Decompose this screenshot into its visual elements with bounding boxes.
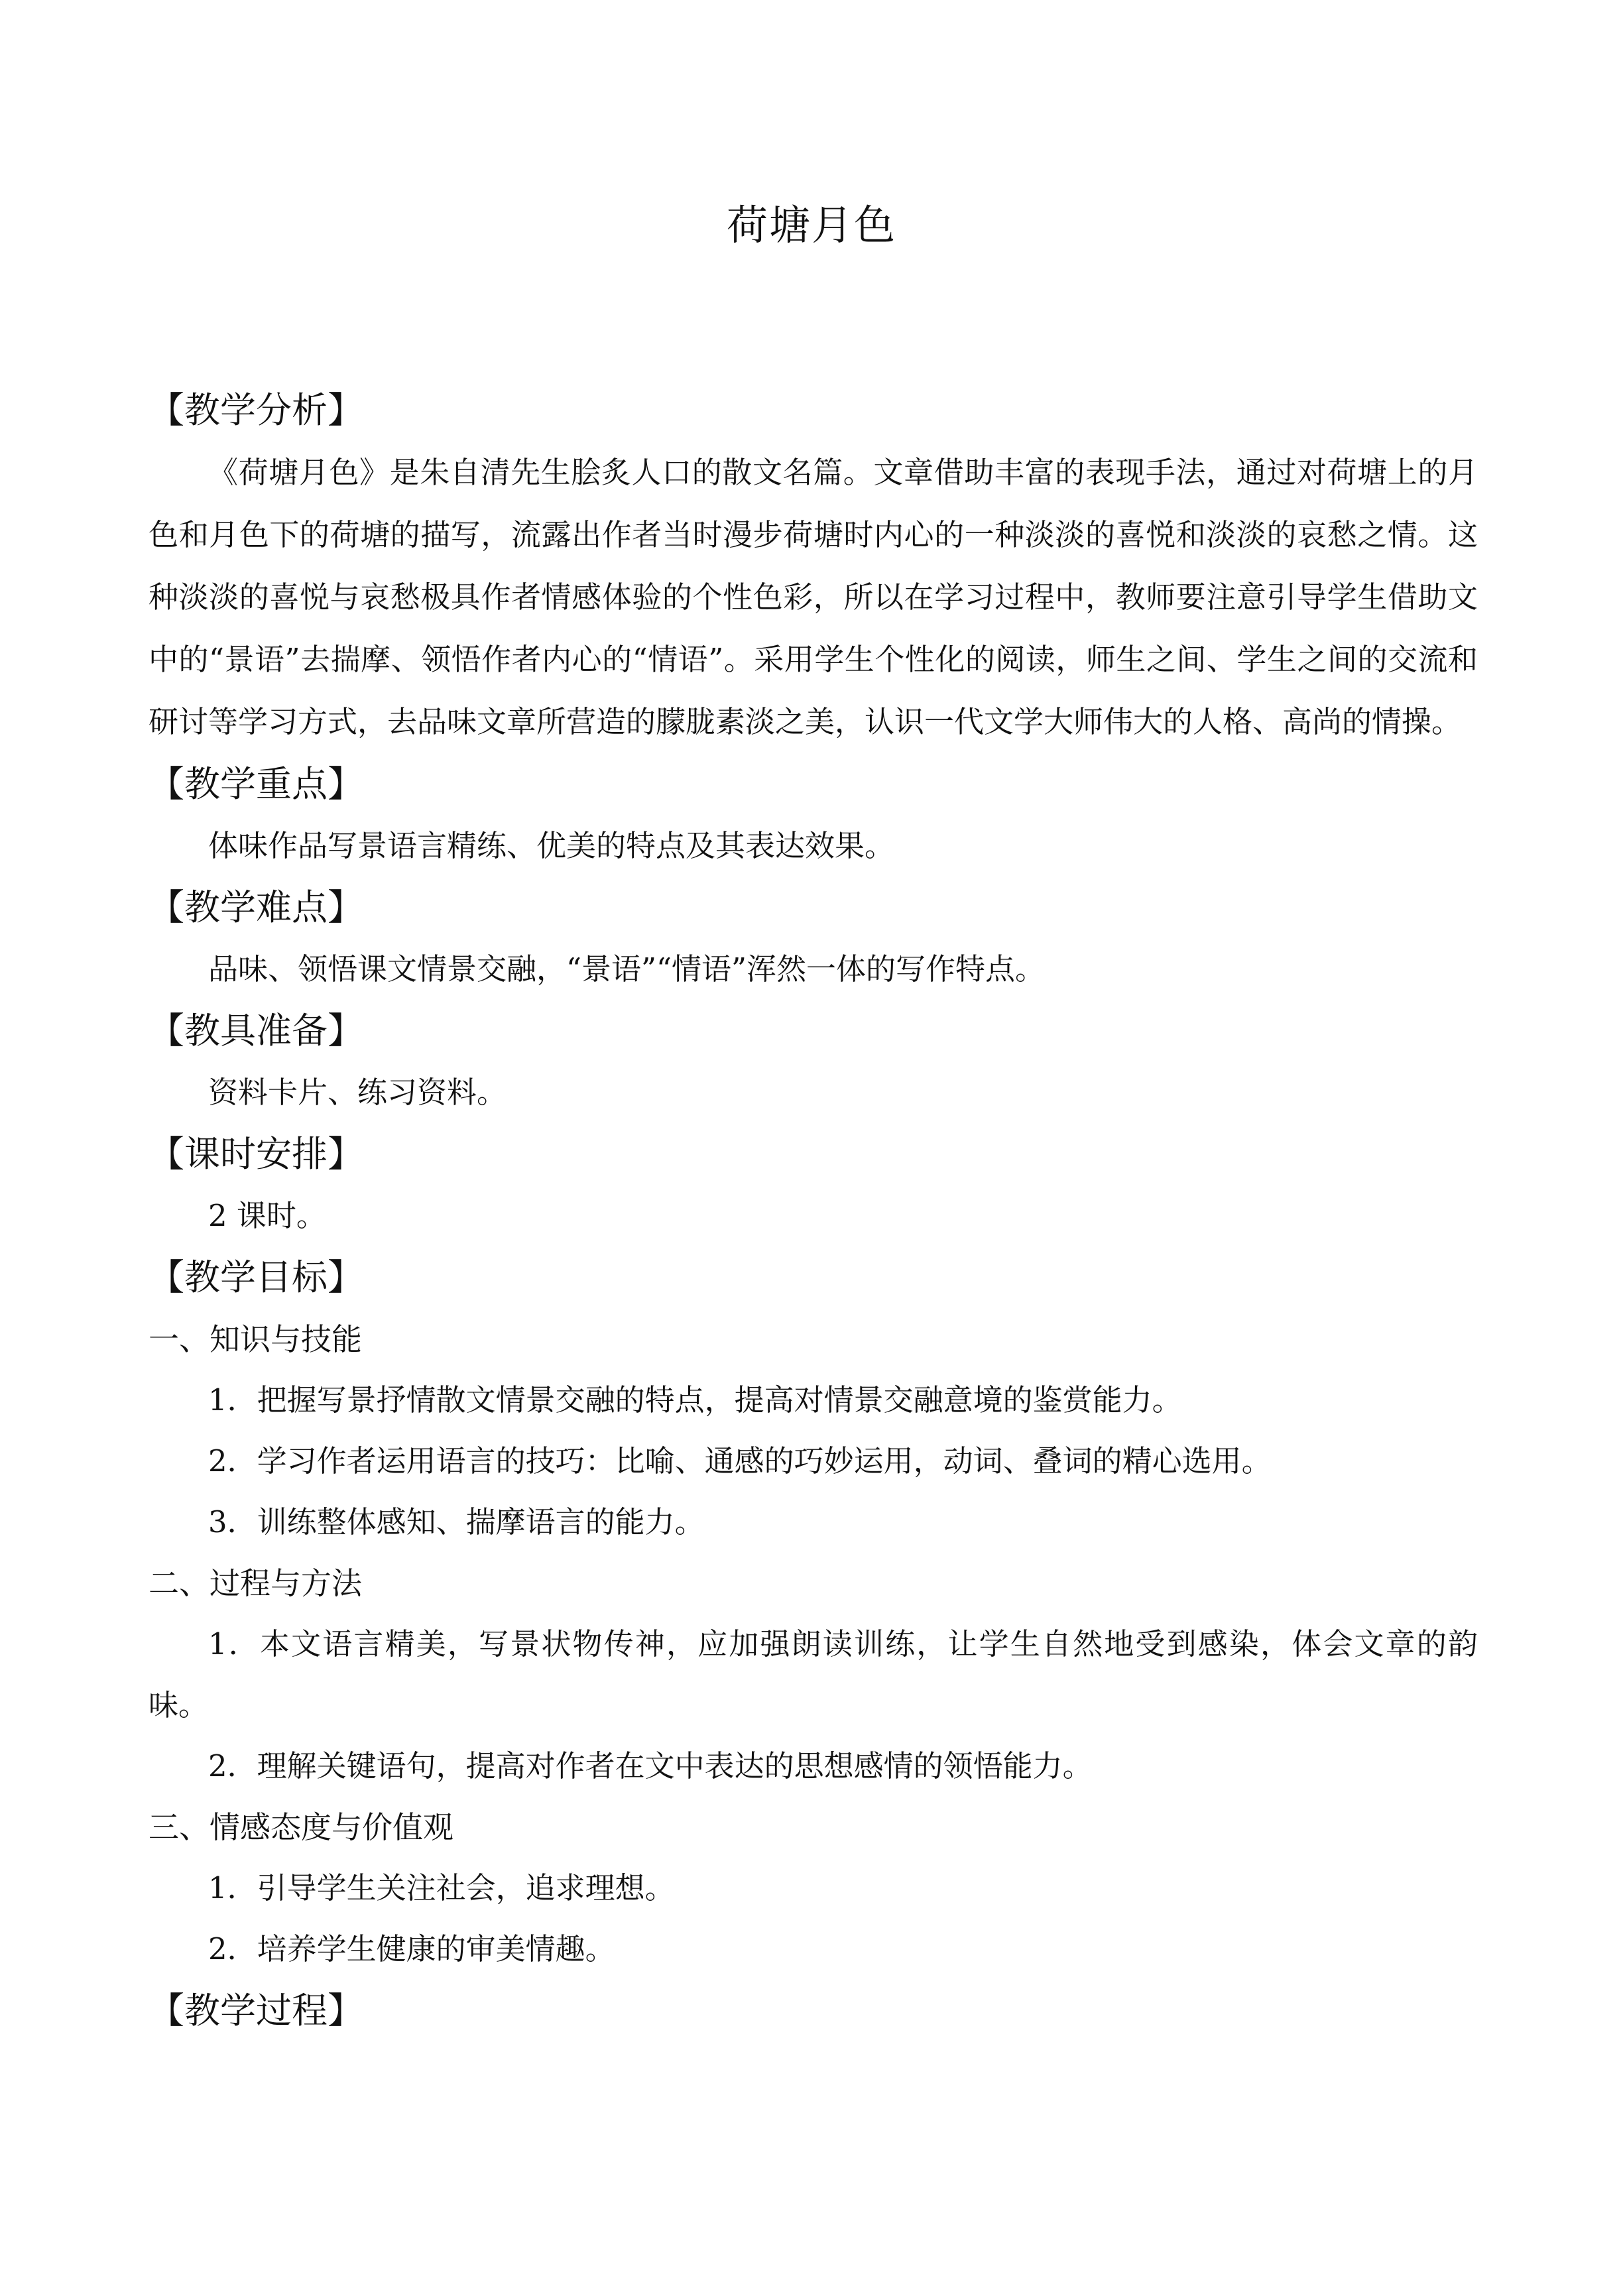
document-title: 荷塘月色 <box>726 201 896 249</box>
difficulties-text: 品味、领悟课文情景交融，“景语”“情语”浑然一体的写作特点。 <box>208 951 1046 987</box>
objective-item: 1．本文语言精美，写景状物传神，应加强朗读训练，让学生自然地受到感染，体会文章的韵味。 <box>149 1626 1478 1722</box>
objective-item: 2．理解关键语句，提高对作者在文中表达的思想感情的领悟能力。 <box>208 1748 1093 1783</box>
objective-item: 1．把握写景抒情散文情景交融的特点，提高对情景交融意境的鉴赏能力。 <box>208 1382 1182 1418</box>
objective-item: 3．训练整体感知、揣摩语言的能力。 <box>208 1504 705 1540</box>
schedule-text: 2 课时。 <box>208 1198 326 1233</box>
section-heading-difficulties: 【教学难点】 <box>149 886 363 928</box>
section-heading-key-points: 【教学重点】 <box>149 763 363 805</box>
tools-text: 资料卡片、练习资料。 <box>208 1075 507 1110</box>
analysis-paragraph: 《荷塘月色》是朱自清先生脍炙人口的散文名篇。文章借助丰富的表现手法，通过对荷塘上的月色和月色下的荷塘的描写，流露出作者当时漫步荷塘时内心的一种淡淡的喜悦和淡淡的哀愁之情。这种淡淡的喜悦与哀愁极具作者情感体验的个性色彩，所以在学习过程中，教师要注意引导学生借助文中的“景语”去揣摩、领悟作者内心的“情语”。采用学生个性化的阅读，师生之间、学生之间的交流和研讨等学习方式，去品味文章所营造的朦胧素淡之美，认识一代文学大师伟大的人格、高尚的情操。 <box>149 455 1478 739</box>
objective-group-title: 一、知识与技能 <box>149 1321 362 1357</box>
objective-group-title: 三、情感态度与价值观 <box>149 1809 453 1845</box>
section-heading-tools: 【教具准备】 <box>149 1010 363 1052</box>
section-heading-process: 【教学过程】 <box>149 1990 363 2031</box>
objective-item: 2．培养学生健康的审美情趣。 <box>208 1931 615 1966</box>
document-body <box>149 379 1478 2042</box>
section-heading-schedule: 【课时安排】 <box>149 1133 363 1175</box>
section-heading-objectives: 【教学目标】 <box>149 1256 363 1298</box>
section-heading-analysis: 【教学分析】 <box>149 389 363 431</box>
objective-group-title: 二、过程与方法 <box>149 1565 362 1601</box>
objective-item: 2．学习作者运用语言的技巧：比喻、通感的巧妙运用，动词、叠词的精心选用。 <box>208 1443 1272 1479</box>
key-points-text: 体味作品写景语言精练、优美的特点及其表达效果。 <box>208 828 895 863</box>
objective-item: 1．引导学生关注社会，追求理想。 <box>208 1870 675 1905</box>
